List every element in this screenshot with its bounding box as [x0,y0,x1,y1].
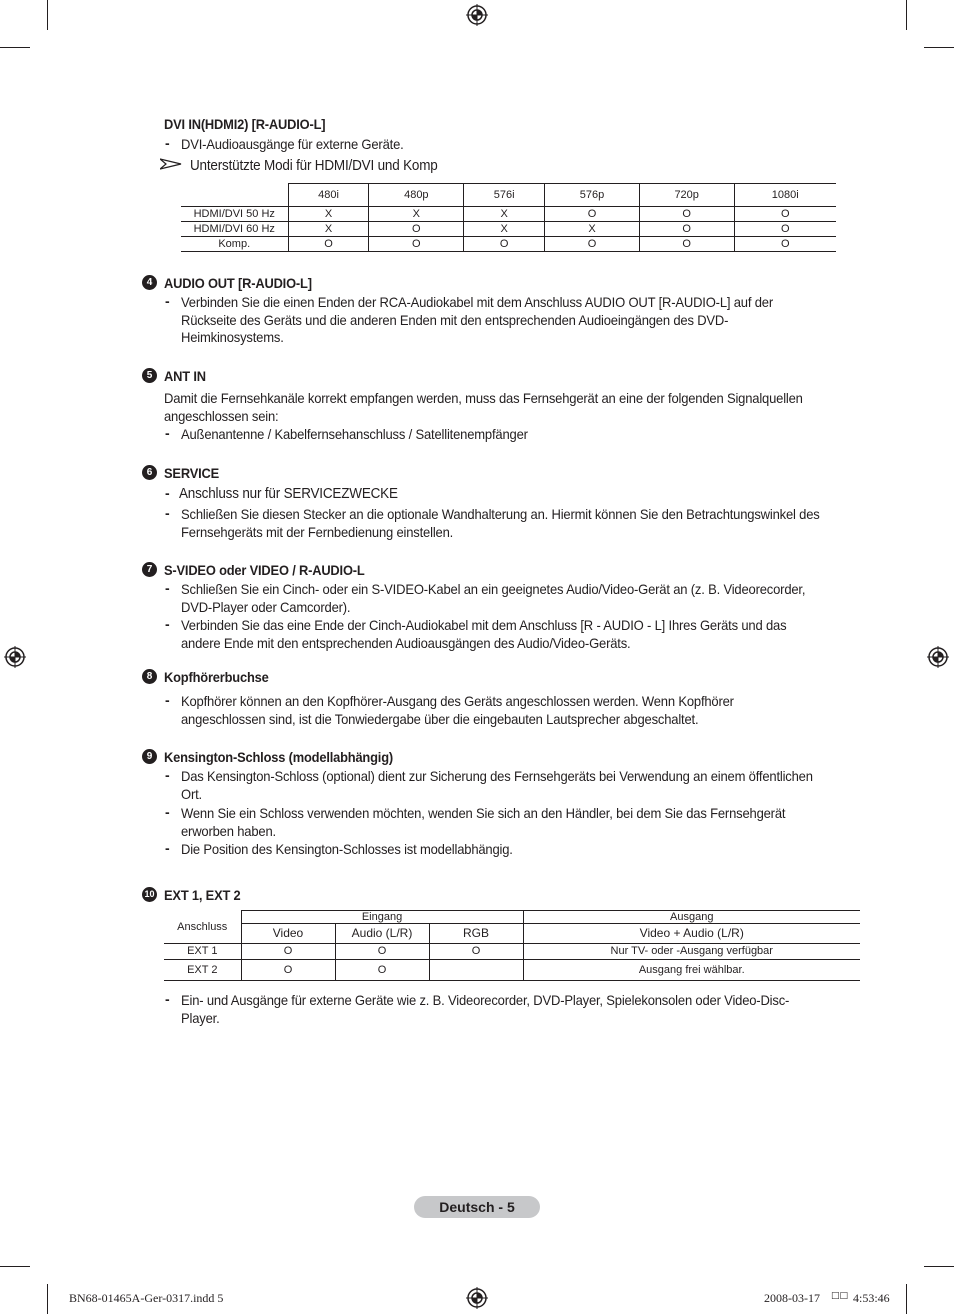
table-row [164,960,860,981]
modes-header-cell: 576p [545,184,640,207]
ext-subheader: RGB [429,924,523,944]
service-bullet-1: Anschluss nur für SERVICEZWECKE [179,486,398,502]
bullet-dash: - [165,580,170,596]
ext-header-anschluss: Anschluss [164,911,241,944]
crop-mark [0,47,30,48]
file-slug: BN68-01465A-Ger-0317.indd 5 [69,1291,224,1305]
modes-header-cell: 720p [639,184,734,207]
audio-out-text: Verbinden Sie die einen Enden der RCA-Audiokabel mit dem Anschluss AUDIO OUT [R-AUDIO-L] auf der Rückseite des Geräts und die anderen Enden mit den entsprechenden Audioeingängen des DVD-Heimkinosystems. [181,294,773,345]
modes-cell: X [464,222,545,237]
bullet-dash: - [165,991,170,1007]
modes-cell: O [545,207,640,222]
table-row [181,207,836,222]
note-arrow-icon [160,158,182,170]
time-slug: 4:53:46 [853,1291,890,1305]
section-number-10: 10 [142,887,157,902]
ext-cell: O [241,944,335,960]
ext-cell: O [241,960,335,981]
section-title-dvi: DVI IN(HDMI2) [R-AUDIO-L] [164,116,326,132]
section-title-kopfhoerer: Kopfhörerbuchse [164,669,269,685]
modes-cell: O [288,237,369,252]
modes-cell: O [369,222,464,237]
section-title-kensington: Kensington-Schloss (modellabhängig) [164,749,393,765]
bullet-dash: - [165,293,170,309]
table-row [181,237,836,252]
service-bullet-2: Schließen Sie diesen Stecker an die optionale Wandhalterung an. Hiermit können Sie den Betrachtungswinkel des Fernsehgeräts mit der Fernbedienung einstellen. [181,506,820,540]
page-number-badge: Deutsch - 5 [414,1196,540,1218]
registration-mark-icon [466,1287,488,1309]
section-number-4: 4 [142,275,157,290]
ext-subheader: Video + Audio (L/R) [523,924,860,944]
registration-mark-icon [927,646,949,668]
modes-cell: HDMI/DVI 60 Hz [181,222,288,237]
section-title-ant-in: ANT IN [164,368,206,384]
modes-cell: HDMI/DVI 50 Hz [181,207,288,222]
modes-cell: O [734,207,836,222]
ext-cell: EXT 2 [164,960,241,981]
bullet-dash: - [165,767,170,783]
bullet-dash: - [165,425,170,441]
ext-cell: O [335,960,429,981]
table-row [164,944,860,960]
crop-mark [906,1284,907,1314]
modes-header-cell [181,184,288,207]
modes-cell: O [734,222,836,237]
bullet-dash: - [165,804,170,820]
modes-cell: O [639,222,734,237]
modes-cell: O [639,237,734,252]
ext-header-ausgang: Ausgang [523,911,860,924]
modes-cell: X [288,222,369,237]
modes-cell: X [464,207,545,222]
bullet-dash: - [165,616,170,632]
section-number-9: 9 [142,749,157,764]
ant-in-bullet: Außenantenne / Kabelfernsehanschluss / Satellitenempfänger [181,426,528,442]
section-title-service: SERVICE [164,465,220,481]
ext-cell: Nur TV- oder -Ausgang verfügbar [523,944,860,960]
modes-table [181,183,836,252]
crop-mark [924,1266,954,1267]
ant-in-paragraph: Damit die Fernsehkanäle korrekt empfangen werden, muss das Fernsehgerät an eine der folgenden Signalquellen angeschlossen sein: [164,390,803,424]
dvi-note-text: Unterstützte Modi für HDMI/DVI und Komp [190,158,438,174]
ext-bullet-text: Ein- und Ausgänge für externe Geräte wie z. B. Videorecorder, DVD-Player, Spielekonsolen oder Video-Disc-Player. [181,992,790,1026]
modes-header-cell: 576i [464,184,545,207]
modes-cell: O [369,237,464,252]
bullet-dash: - [165,692,170,708]
bullet-dash: - [165,505,170,521]
modes-header-cell: 480i [288,184,369,207]
ext-subheader: Audio (L/R) [335,924,429,944]
section-title-ext: EXT 1, EXT 2 [164,887,241,903]
modes-cell: O [734,237,836,252]
ext-header-eingang: Eingang [241,911,523,924]
section-title-audio-out: AUDIO OUT [R-AUDIO-L] [164,275,312,291]
section-number-7: 7 [142,562,157,577]
ext-cell [429,960,523,981]
modes-header-cell: 480p [369,184,464,207]
modes-header-cell: 1080i [734,184,836,207]
modes-cell: X [545,222,640,237]
registration-mark-icon [466,4,488,26]
section-title-s-video: S-VIDEO oder VIDEO / R-AUDIO-L [164,562,365,578]
ext-cell: O [335,944,429,960]
section-number-8: 8 [142,669,157,684]
modes-cell: X [369,207,464,222]
modes-cell: X [288,207,369,222]
modes-cell: Komp. [181,237,288,252]
ext-cell: O [429,944,523,960]
kopfhoerer-text: Kopfhörer können an den Kopfhörer-Ausgang des Geräts angeschlossen werden. Wenn Kopfhörer angeschlossen sind, ist die Tonwiedergabe über die eingebauten Lautsprecher abgeschaltet. [181,693,734,727]
crop-mark [924,47,954,48]
time-garbled: □□ [831,1291,849,1301]
kensington-bullet-3: Die Position des Kensington-Schlosses ist modellabhängig. [181,841,513,857]
bullet-dash: - [165,485,170,501]
crop-mark [47,1284,48,1314]
modes-cell: O [639,207,734,222]
table-row [181,222,836,237]
ext-subheader: Video [241,924,335,944]
bullet-dash: - [165,135,170,151]
kensington-bullet-2: Wenn Sie ein Schloss verwenden möchten, wenden Sie sich an den Händler, bei dem Sie das Fernsehgerät erworben haben. [181,805,786,839]
ext-table [164,910,860,981]
modes-cell: O [464,237,545,252]
crop-mark [906,0,907,30]
section-number-5: 5 [142,368,157,383]
s-video-bullet-2: Verbinden Sie das eine Ende der Cinch-Audiokabel mit dem Anschluss [R - AUDIO - L] Ihres Geräts und das andere Ende mit den entsprechenden Audioausgängen des Audio/Video-Geräts. [181,617,787,651]
registration-mark-icon [4,646,26,668]
crop-mark [47,0,48,30]
ext-cell: EXT 1 [164,944,241,960]
modes-cell: O [545,237,640,252]
kensington-bullet-1: Das Kensington-Schloss (optional) dient zur Sicherung des Fernsehgeräts bei Verwendung an einem öffentlichen Ort. [181,768,813,802]
bullet-dash: - [165,840,170,856]
crop-mark [0,1266,30,1267]
date-slug: 2008-03-17 [764,1291,820,1305]
s-video-bullet-1: Schließen Sie ein Cinch- oder ein S-VIDEO-Kabel an ein geeignetes Audio/Video-Gerät an (z. B. Videorecorder, DVD-Player oder Camcorder). [181,581,806,615]
ext-cell: Ausgang frei wählbar. [523,960,860,981]
section-number-6: 6 [142,465,157,480]
dvi-bullet-text: DVI-Audioausgänge für externe Geräte. [181,136,404,152]
